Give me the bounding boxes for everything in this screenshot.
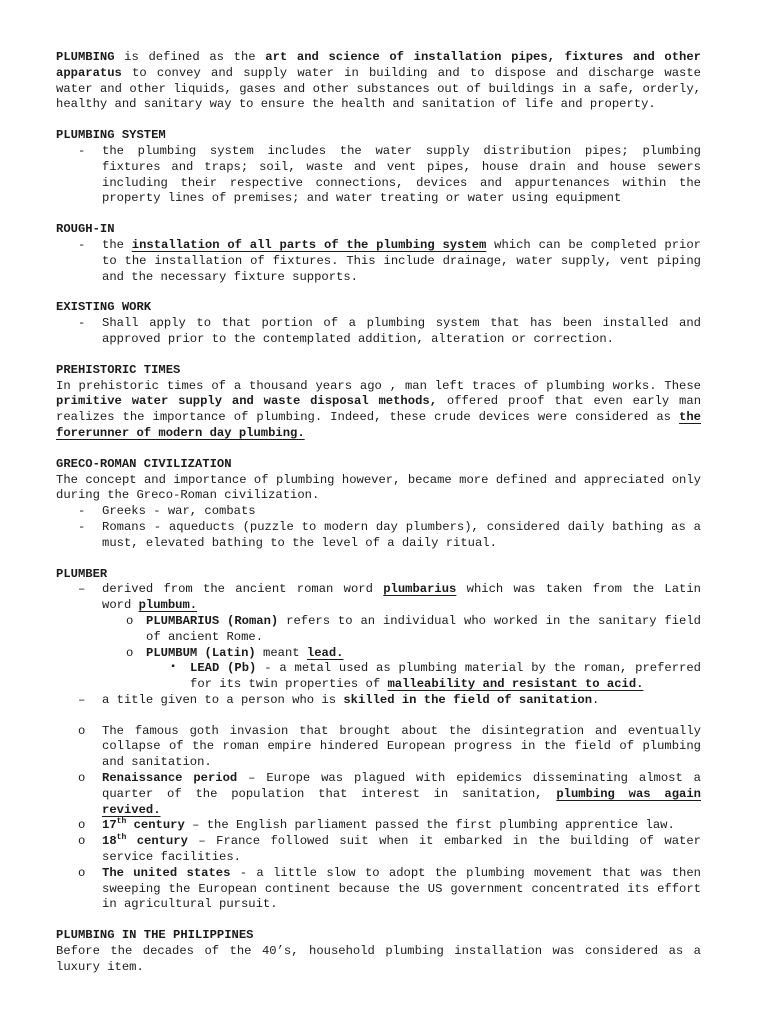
circle-marker: o: [78, 723, 86, 738]
list-item: [56, 818, 701, 834]
list-item: [56, 520, 701, 552]
intro-definition: art and science of installation pipes, fixtures and other apparatus: [56, 50, 701, 80]
heading-prehistoric-times: PREHISTORIC TIMES: [56, 362, 181, 377]
list-item: [56, 646, 701, 662]
term-text: The united states: [102, 865, 231, 880]
plumber-sublist-2: [56, 661, 701, 693]
century-number: 18: [102, 834, 117, 849]
philippines-paragraph: Before the decades of the 40’s, household plumbing installation was considered as a luxury item.: [56, 944, 701, 974]
text: refers to an individual who worked in the sanitary field of ancient Rome.: [146, 613, 701, 644]
ordinal-suffix: th: [116, 817, 127, 827]
text: the: [102, 237, 132, 252]
term-text: [102, 834, 188, 848]
circle-marker: o: [78, 771, 86, 786]
emphasis-text: skilled in the field of sanitation: [343, 692, 593, 707]
intro-text-1: is defined as the: [114, 50, 266, 64]
circle-marker: o: [78, 865, 86, 880]
heading-greco-roman: GRECO-ROMAN CIVILIZATION: [56, 456, 232, 471]
list-item: [56, 614, 701, 646]
circle-marker: o: [126, 613, 134, 628]
existing-work-list: [56, 316, 701, 348]
text: – the English parliament passed the first plumbing apprentice law.: [184, 818, 675, 833]
list-item: [56, 504, 701, 520]
list-item: [56, 316, 701, 348]
list-item: [56, 693, 701, 709]
list-item-text: The famous goth invasion that brought about the disintegration and eventually collapse of the roman empire hindered European progress in the field of plumbing and sanitation.: [102, 723, 701, 770]
dash-marker: -: [78, 519, 86, 534]
prehistoric-paragraph: [56, 379, 701, 442]
text: - a metal used as plumbing material by the roman, preferred for its twin properties of: [190, 661, 701, 692]
emphasis-text: lead.: [306, 645, 344, 660]
list-item: [56, 771, 701, 818]
list-item-text: Romans - aqueducts (puzzle to modern day plumbers), considered daily bathing as a must, elevated bathing to the level of a daily ritual.: [102, 519, 701, 550]
term-text: LEAD (Pb): [190, 661, 257, 676]
plumber-list-2: [56, 693, 701, 709]
plumber-list: [56, 582, 701, 614]
list-item: [56, 238, 701, 285]
emphasis-text: primitive water supply and waste disposal methods,: [56, 394, 438, 409]
dash-marker: -: [78, 143, 86, 158]
emphasis-text: plumbarius: [383, 582, 457, 597]
ordinal-suffix: th: [116, 833, 127, 843]
dash-marker: –: [78, 692, 86, 707]
square-marker: ▪: [170, 662, 177, 674]
emphasis-text: the forerunner of modern day plumbing.: [56, 410, 701, 440]
century-word: century: [126, 834, 188, 849]
intro-text-2: to convey and supply water in building and to dispose and discharge waste water and other liquids, gases and other substances out of buildings in a safe, orderly, healthy and sanitary way to ensure the health and sanitation of life and property.: [56, 65, 701, 112]
greco-roman-list: [56, 504, 701, 551]
circle-marker: o: [78, 834, 86, 849]
plumber-sublist: [56, 614, 701, 661]
dash-marker: -: [78, 316, 86, 331]
greco-roman-paragraph: The concept and importance of plumbing however, became more defined and appreciated only during the Greco-Roman civilization.: [56, 472, 701, 503]
term-text: Renaissance period: [102, 771, 238, 786]
list-item: [56, 661, 701, 693]
text: offered proof that even early man realizes the importance of plumbing. Indeed, these crude devices were considered as: [56, 394, 702, 425]
term-text: PLUMBUM (Latin): [146, 645, 256, 660]
dash-marker: –: [78, 582, 86, 597]
document-page: [56, 50, 701, 976]
heading-plumber: PLUMBER: [56, 566, 108, 581]
heading-plumbing-system: PLUMBING SYSTEM: [56, 128, 166, 143]
term-text: [102, 818, 185, 832]
list-item: [56, 724, 701, 771]
rough-in-list: [56, 238, 701, 285]
text: a title given to a person who is: [102, 692, 344, 707]
emphasis-text: malleability and resistant to acid.: [387, 677, 644, 692]
circle-marker: o: [78, 818, 86, 833]
century-word: century: [126, 818, 185, 833]
history-list: [56, 724, 701, 914]
heading-existing-work: EXISTING WORK: [56, 300, 152, 315]
list-item-text: the plumbing system includes the water supply distribution pipes; plumbing fixtures and traps; soil, waste and vent pipes, house drain and house sewers including their respective connections, devices and appurtenances within the property lines of premises; and water treating or water using equipment: [102, 143, 701, 206]
emphasis-text: installation of all parts of the plumbing system: [131, 237, 487, 252]
text: which can be completed prior to the installation of fixtures. This include drainage, water supply, vent piping and the necessary fixture supports.: [102, 237, 701, 284]
circle-marker: o: [126, 645, 134, 660]
list-item: [56, 144, 701, 207]
emphasis-text: plumbing was again revived.: [102, 786, 701, 817]
list-item: [56, 582, 701, 614]
list-item: [56, 834, 701, 866]
text: .: [592, 692, 600, 707]
century-number: 17: [102, 818, 117, 833]
text: which was taken from the Latin word: [102, 582, 701, 613]
text: derived from the ancient roman word: [102, 582, 384, 597]
list-item: [56, 866, 701, 913]
text: - a little slow to adopt the plumbing movement that was then sweeping the European continent because the US government concentrated its effort in agricultural pursuit.: [102, 865, 701, 912]
dash-marker: -: [78, 237, 86, 252]
heading-philippines: PLUMBING IN THE PHILIPPINES: [56, 928, 254, 943]
emphasis-text: plumbum.: [138, 598, 198, 613]
dash-marker: -: [78, 504, 86, 519]
text: – Europe was plagued with epidemics disseminating almost a quarter of the population that interest in sanitation,: [102, 771, 701, 801]
text: In prehistoric times of a thousand years ago , man left traces of plumbing works. These: [56, 378, 701, 393]
list-item-text: Greeks - war, combats: [102, 504, 256, 519]
heading-rough-in: ROUGH-IN: [56, 222, 115, 237]
intro-paragraph: [56, 50, 701, 113]
list-item-text: Shall apply to that portion of a plumbing system that has been installed and approved prior to the contemplated addition, alteration or correction.: [102, 316, 701, 346]
intro-term: PLUMBING: [56, 50, 115, 64]
text: – France followed suit when it embarked in the building of water service facilities.: [102, 834, 701, 865]
term-text: PLUMBARIUS (Roman): [146, 613, 279, 628]
plumbing-system-list: [56, 144, 701, 207]
text: meant: [255, 645, 307, 660]
